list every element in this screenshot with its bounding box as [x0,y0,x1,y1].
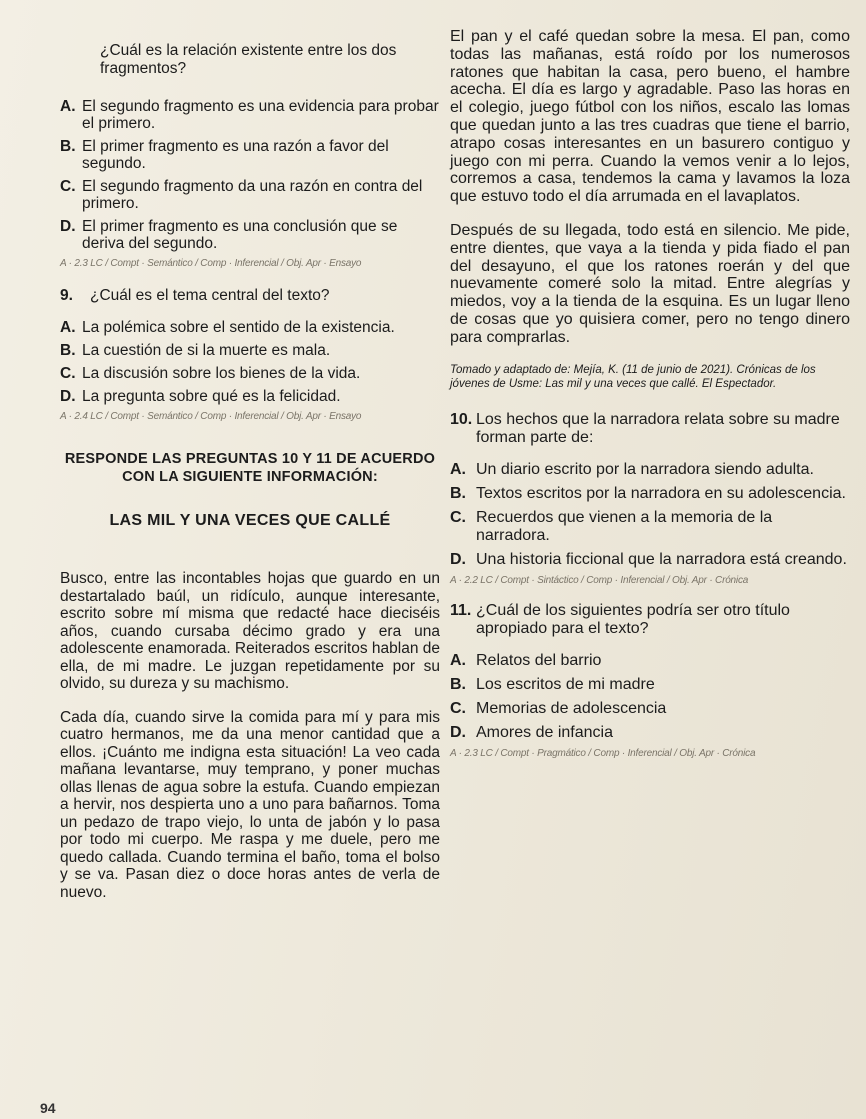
option-letter: C. [450,508,466,526]
option-letter: B. [60,342,76,359]
question-metadata: A · 2.3 LC / Compt · Semántico / Comp · Inferencial / Obj. Apr · Ensayo [60,258,362,269]
option-text: Memorias de adolescencia [476,699,667,717]
question-number: 9. [60,287,73,304]
option-d[interactable] [450,724,850,742]
story-paragraph: Cada día, cuando sirve la comida para mí y para mis cuatro hermanos, me da una menor cantidad que a ellos. ¡Cuánto me indigna esta situación! La veo cada mañana levantarse, muy temprano, y poner muchas ollas llenas de agua sobre la estufa. Cuando empiezan a hervir, nos despierta uno a uno para bañarnos. Toma un pedazo de trapo viejo, lo unta de jabón y lo pasa por todo mi cuerpo. Me raspa y me duele, pero me quedo callada. Cuando termina el baño, toma el bolso y se va. Pasan diez o doce horas antes de verla de nuevo. [60,708,440,901]
option-text: Recuerdos que vienen a la memoria de la narradora. [476,508,773,544]
option-text: El segundo fragmento da una razón en contra del primero. [82,178,423,212]
story-paragraph: El pan y el café quedan sobre la mesa. El pan, como todas las mañanas, está roído por los numerosos ratones que habitan la casa, pero bueno, el hambre acecha. El día es largo y agradable. Paso las horas en el colegio, juego fútbol con los niños, escalo las lomas que quedan junto a las tres cuadras que tiene el barrio, atrapo cosas interesantes en un basurero contiguo y juego con mi perra. Cuando la vemos venir a lo lejos, corremos a casa, tendemos la cama y lavamos la loza que estuvo todo el día arrumada en el lavaplatos. [450,28,850,206]
option-text: El primer fragmento es una conclusión que se deriva del segundo. [82,218,398,252]
option-d[interactable] [450,551,850,569]
option-a[interactable] [450,461,850,479]
option-a[interactable] [60,319,440,336]
question-stem: ¿Cuál de los siguientes podría ser otro título apropiado para el texto? [476,601,790,637]
option-letter: B. [60,138,76,155]
question-header [60,287,440,305]
question-metadata: A · 2.3 LC / Compt · Pragmático / Comp · Inferencial / Obj. Apr · Crónica [450,747,756,759]
question-metadata: A · 2.2 LC / Compt · Sintáctico / Comp · Inferencial / Obj. Apr · Crónica [450,574,749,586]
option-letter: B. [450,675,466,693]
option-text: Relatos del barrio [476,651,602,669]
option-letter: B. [450,484,466,502]
question-header [450,411,850,447]
option-b[interactable] [60,138,440,172]
option-d[interactable] [60,218,440,252]
option-text: Una historia ficcional que la narradora está creando. [476,550,847,568]
option-text: Amores de infancia [476,723,613,741]
option-letter: D. [60,388,76,405]
question-10 [450,411,850,586]
question-8 [60,42,440,269]
option-c[interactable] [60,178,440,212]
option-c[interactable] [450,700,850,718]
option-text: La discusión sobre los bienes de la vida. [82,365,361,382]
left-column [60,42,440,917]
option-letter: C. [450,699,466,717]
question-header [450,602,850,638]
option-letter: C. [60,178,76,195]
option-letter: A. [60,319,76,336]
option-letter: D. [450,550,466,568]
option-text: El segundo fragmento es una evidencia para probar el primero. [82,98,439,132]
option-letter: C. [60,365,76,382]
question-9 [60,287,440,422]
option-a[interactable] [60,98,440,132]
option-text: La polémica sobre el sentido de la existencia. [82,319,395,336]
option-c[interactable] [450,509,850,545]
option-b[interactable] [450,676,850,694]
question-stem: Los hechos que la narradora relata sobre su madre forman parte de: [476,410,840,446]
option-text: La pregunta sobre qué es la felicidad. [82,388,341,405]
option-letter: D. [60,218,76,235]
option-text: Los escritos de mi madre [476,675,655,693]
option-letter: A. [450,651,466,669]
option-c[interactable] [60,365,440,382]
instruction-heading: RESPONDE LAS PREGUNTAS 10 Y 11 DE ACUERDO CON LA SIGUIENTE INFORMACIÓN: [64,451,436,485]
option-letter: D. [450,723,466,741]
question-metadata: A · 2.4 LC / Compt · Semántico / Comp · Inferencial / Obj. Apr · Ensayo [60,411,362,422]
right-column [450,28,850,775]
option-text: El primer fragmento es una razón a favor del segundo. [82,138,389,172]
question-stem: ¿Cuál es el tema central del texto? [90,287,330,304]
option-text: La cuestión de si la muerte es mala. [82,342,331,359]
question-number: 11. [450,601,472,619]
option-d[interactable] [60,388,440,405]
story-paragraph: Busco, entre las incontables hojas que guardo en un destartalado baúl, un ridículo, aunque interesante, escrito sobre mí misma que redacté hace dieciséis años, cuando cursaba décimo grado y era una adolescente enamorada. Reiterados escritos hablan de ella, de mi madre. Le juzgan repetidamente por su olvido, su dureza y su machismo. [60,570,440,692]
option-b[interactable] [60,342,440,359]
option-text: Textos escritos por la narradora en su adolescencia. [476,484,846,502]
option-text: Un diario escrito por la narradora siendo adulta. [476,460,814,478]
story-title: LAS MIL Y UNA VECES QUE CALLÉ [109,512,391,529]
option-b[interactable] [450,485,850,503]
page-number: 94 [40,1100,56,1116]
option-letter: A. [450,460,466,478]
question-11 [450,602,850,759]
story-paragraph: Después de su llegada, todo está en silencio. Me pide, entre dientes, que vaya a la tienda y pida fiado el pan del desayuno, el que los ratones roerán y del que nuevamente comeré solo la mitad. Entre alegrías y miedos, voy a la tienda de la esquina. Es un lugar lleno de cosas que yo quisiera comer, pero no tengo dinero para comprarlas. [450,221,850,346]
option-a[interactable] [450,652,850,670]
question-number: 10. [450,410,473,428]
option-letter: A. [60,98,76,115]
question-stem: ¿Cuál es la relación existente entre los dos fragmentos? [100,42,397,77]
source-citation: Tomado y adaptado de: Mejía, K. (11 de junio de 2021). Crónicas de los jóvenes de Usme: Las mil y una veces que callé. El Espectador. [450,363,816,390]
